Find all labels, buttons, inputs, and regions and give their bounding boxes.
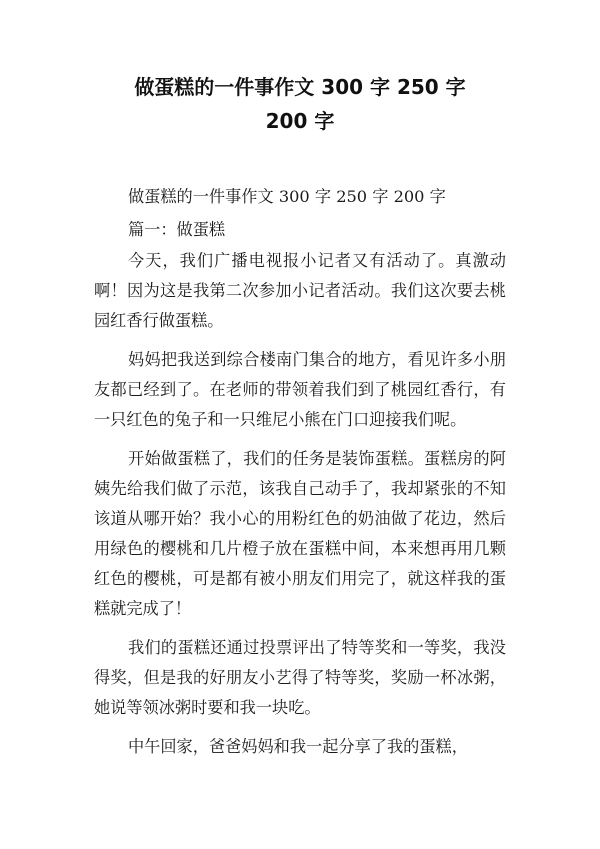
subtitle: 做蛋糕的一件事作文 300 字 250 字 200 字	[128, 187, 446, 206]
document-body	[94, 180, 506, 771]
section-heading: 篇一：做蛋糕	[128, 220, 226, 239]
paragraph-2: 妈妈把我送到综合楼南门集合的地方，看见许多小朋友都已经到了。在老师的带领着我们到了桃园红香行，有一只红色的兔子和一只维尼小熊在门口迎接我们呢。	[94, 350, 506, 429]
paragraph-1: 今天，我们广播电视报小记者又有活动了。真激动啊！因为这是我第二次参加小记者活动。我们这次要去桃园红香行做蛋糕。	[94, 251, 506, 330]
title-line-1: 做蛋糕的一件事作文 300 字 250 字	[134, 75, 466, 99]
document-title	[60, 70, 540, 138]
paragraph-5: 中午回家，爸爸妈妈和我一起分享了我的蛋糕，	[128, 737, 468, 756]
paragraph-4: 我们的蛋糕还通过投票评出了特等奖和一等奖，我没得奖，但是我的好朋友小艺得了特等奖，奖励一杯冰粥，她说等领冰粥时要和我一块吃。	[94, 638, 506, 717]
title-line-2: 200 字	[265, 109, 335, 133]
paragraph-3: 开始做蛋糕了，我们的任务是装饰蛋糕。蛋糕房的阿姨先给我们做了示范，该我自己动手了，我却紧张的不知该道从哪开始？我小心的用粉红色的奶油做了花边，然后用绿色的樱桃和几片橙子放在蛋糕中间，本来想再用几颗红色的樱桃，可是都有被小朋友们用完了，就这样我的蛋糕就完成了！	[94, 449, 506, 618]
